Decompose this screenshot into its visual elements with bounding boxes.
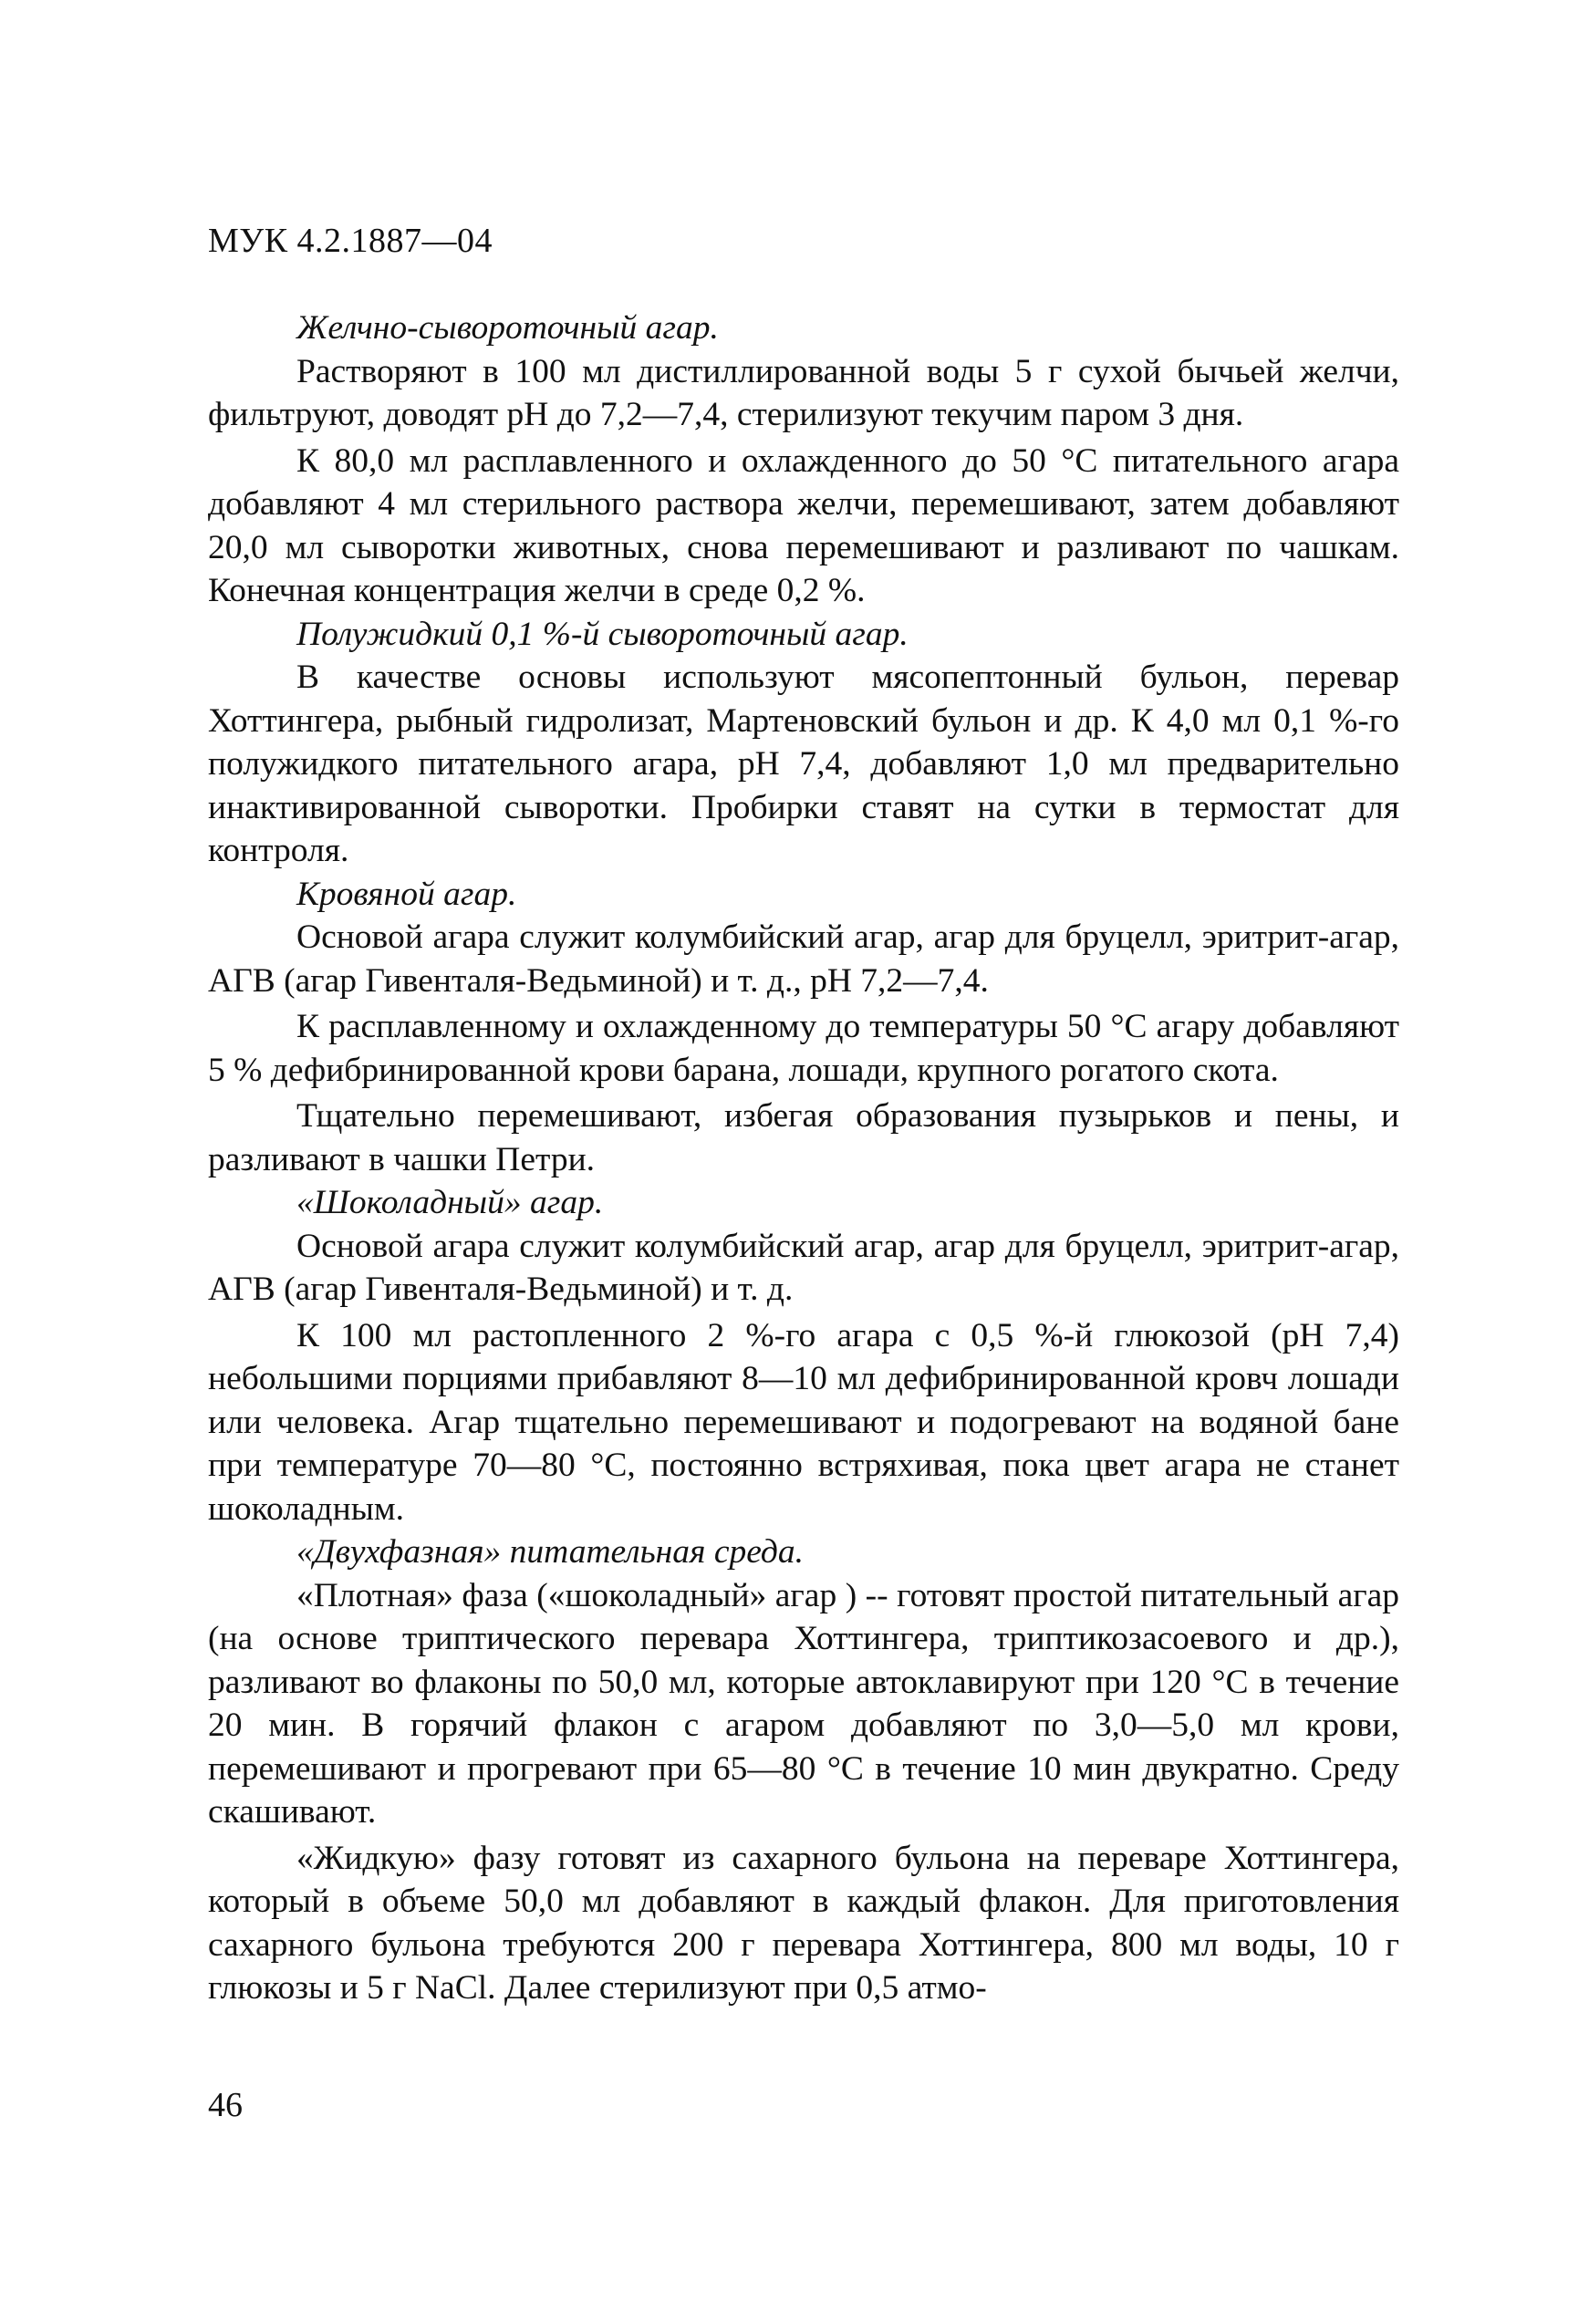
paragraph: Растворяют в 100 мл дистиллированной воды 5 г сухой бычьей желчи, фильтруют, доводят рН до 7,2—7,4, стерилизуют текучим паром 3 дня.: [208, 352, 1399, 433]
document-code-header: МУК 4.2.1887—04: [208, 222, 493, 260]
section-heading-bile-serum-agar: Желчно-сывороточный агар.: [296, 309, 719, 347]
paragraph: Основой агара служит колумбийский агар, агар для бруцелл, эритрит-агар, АГВ (агар Гивенталя-Ведьминой) и т. д., рН 7,2—7,4.: [208, 918, 1399, 1000]
section-heading-blood-agar: Кровяной агар.: [296, 875, 517, 913]
paragraph: «Жидкую» фазу готовят из сахарного бульона на переваре Хоттингера, который в объеме 50,0 мл добавляют в каждый флакон. Для приготовления сахарного бульона требуются 200 г перевара Хоттингера, 800 мл воды, 10 г глюкозы и 5 г NaCl. Далее стерилизуют при 0,5 атмо-: [208, 1839, 1399, 2007]
paragraph: В качестве основы используют мясопептонный бульон, перевар Хоттингера, рыбный гидролизат, Мартеновский бульон и др. К 4,0 мл 0,1 %-го полужидкого питательного агара, рН 7,4, добавляют 1,0 мл предварительно инактивированной сыворотки. Пробирки ставят на сутки в термостат для контроля.: [208, 659, 1399, 869]
paragraph: Тщательно перемешивают, избегая образования пузырьков и пены, и разливают в чашки Петри.: [208, 1097, 1399, 1178]
section-heading-semiliquid-serum-agar: Полужидкий 0,1 %-й сывороточный агар.: [296, 615, 909, 653]
paragraph: К 100 мл растопленного 2 %-го агара с 0,5 %-й глюкозой (рН 7,4) небольшими порциями прибавляют 8—10 мл дефибринированной кровч лошади или человека. Агар тщательно перемешивают и подогревают на водяной бане при температуре 70—80 °С, постоянно встряхивая, пока цвет агара не станет шоколадным.: [208, 1316, 1399, 1528]
section-heading-two-phase-medium: «Двухфазная» питательная среда.: [296, 1533, 805, 1571]
paragraph: «Плотная» фаза («шоколадный» агар ) -- готовят простой питательный агар (на основе триптического перевара Хоттингера, триптикозасоевого и др.), разливают во флаконы по 50,0 мл, которые автоклавируют при 120 °С в течение 20 мин. В горячий флакон с агаром добавляют по 3,0—5,0 мл крови, перемешивают и прогревают при 65—80 °С в течение 10 мин двукратно. Среду скашивают.: [208, 1576, 1399, 1831]
paragraph: К 80,0 мл расплавленного и охлажденного до 50 °С питательного агара добавляют 4 мл стерильного раствора желчи, перемешивают, затем добавляют 20,0 мл сыворотки животных, снова перемешивают и разливают по чашкам. Конечная концентрация желчи в среде 0,2 %.: [208, 441, 1399, 609]
paragraph: Основой агара служит колумбийский агар, агар для бруцелл, эритрит-агар, АГВ (агар Гивенталя-Ведьминой) и т. д.: [208, 1227, 1399, 1308]
page-number: 46: [208, 2086, 243, 2124]
document-body: [208, 306, 1399, 2010]
paragraph: К расплавленному и охлажденному до температуры 50 °С агару добавляют 5 % дефибринированной крови барана, лошади, крупного рогатого скота.: [208, 1008, 1399, 1089]
section-heading-chocolate-agar: «Шоколадный» агар.: [296, 1184, 604, 1221]
